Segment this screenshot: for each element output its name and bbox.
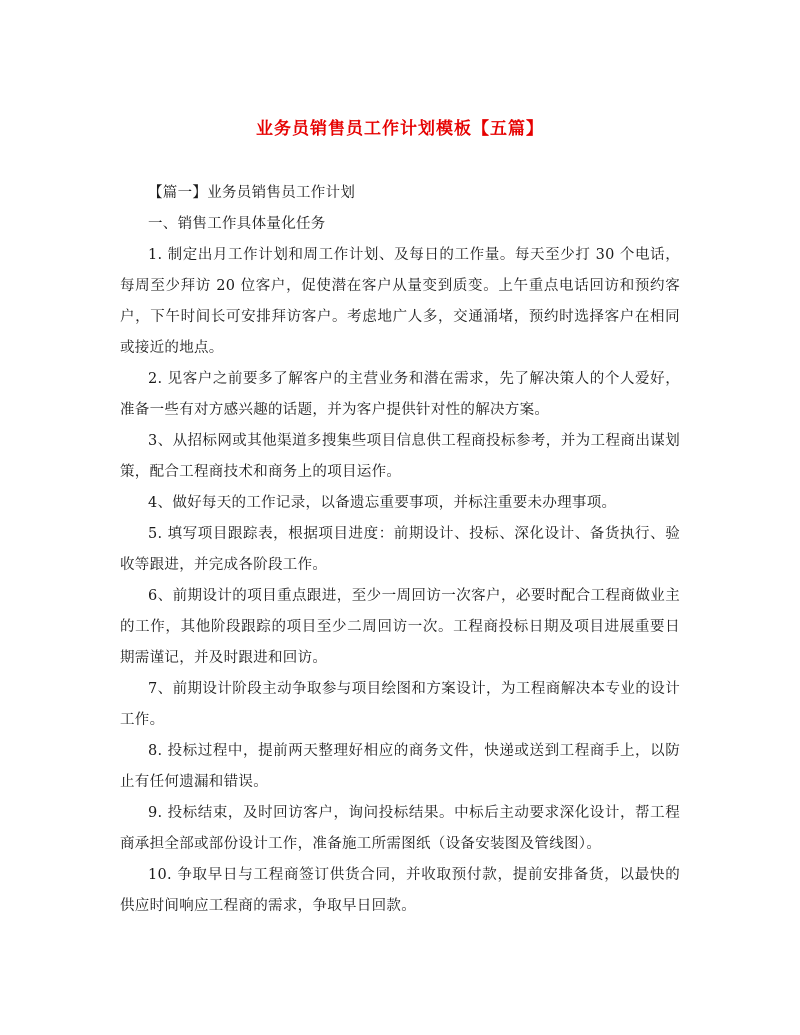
paragraph-3: 3、从招标网或其他渠道多搜集些项目信息供工程商投标参考，并为工程商出谋划策，配合工程商技术和商务上的项目运作。: [120, 433, 680, 480]
paragraph-5: 5. 填写项目跟踪表，根据项目进度：前期设计、投标、深化设计、备货执行、验收等跟进，并完成各阶段工作。: [120, 526, 680, 573]
paragraph-1: 1. 制定出月工作计划和周工作计划、及每日的工作量。每天至少打 30 个电话，每周至少拜访 20 位客户，促使潜在客户从量变到质变。上午重点电话回访和预约客户，下午时间长可安排拜访客户。考虑地广人多，交通涌堵，预约时选择客户在相同或接近的地点。: [120, 247, 680, 356]
paragraph-10: 10. 争取早日与工程商签订供货合同，并收取预付款，提前安排备货，以最快的供应时间响应工程商的需求，争取早日回款。: [120, 867, 680, 914]
document-title: 业务员销售员工作计划模板【五篇】: [256, 119, 544, 139]
paragraph-2: 2. 见客户之前要多了解客户的主营业务和潜在需求，先了解决策人的个人爱好，准备一些有对方感兴趣的话题，并为客户提供针对性的解决方案。: [120, 371, 680, 418]
section-heading: 【篇一】业务员销售员工作计划: [148, 185, 356, 201]
paragraph-7: 7、前期设计阶段主动争取参与项目绘图和方案设计，为工程商解决本专业的设计工作。: [120, 681, 680, 728]
paragraph-8: 8. 投标过程中，提前两天整理好相应的商务文件，快递或送到工程商手上，以防止有任何遗漏和错误。: [120, 743, 680, 790]
paragraph-6: 6、前期设计的项目重点跟进，至少一周回访一次客户，必要时配合工程商做业主的工作，其他阶段跟踪的项目至少二周回访一次。工程商投标日期及项目进展重要日期需谨记，并及时跟进和回访。: [120, 588, 680, 666]
paragraph-4: 4、做好每天的工作记录，以备遗忘重要事项，并标注重要未办理事项。: [148, 495, 617, 511]
paragraph-9: 9. 投标结束，及时回访客户，询问投标结果。中标后主动要求深化设计，帮工程商承担全部或部份设计工作，准备施工所需图纸（设备安装图及管线图）。: [120, 805, 680, 852]
subheading: 一、销售工作具体量化任务: [148, 216, 326, 232]
document-body: [120, 178, 680, 922]
